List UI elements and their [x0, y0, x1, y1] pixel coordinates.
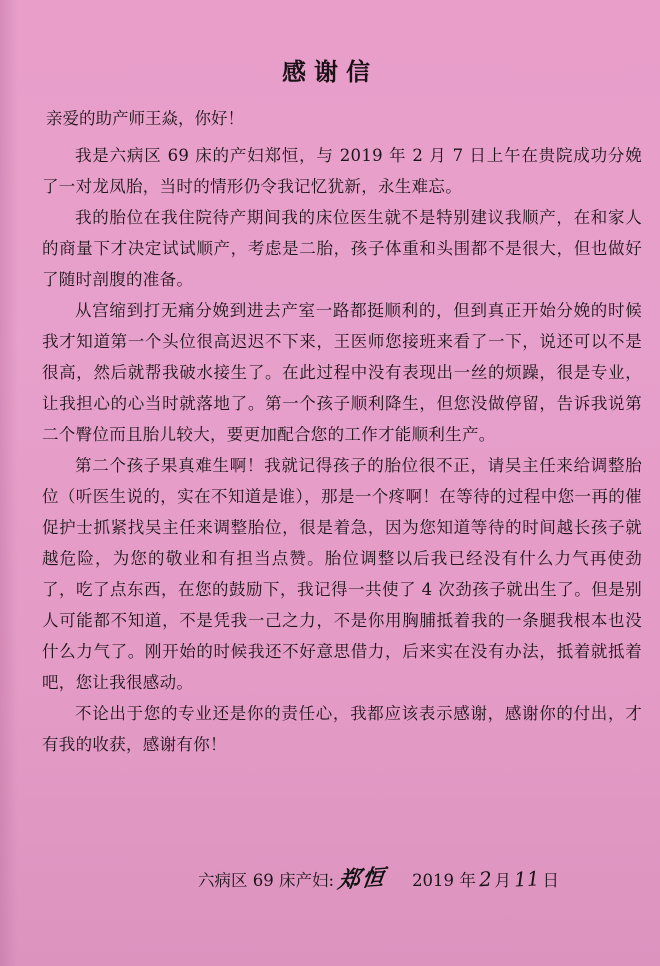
signature-label: 六病区 69 床产妇:: [198, 871, 335, 890]
date-day: 11: [513, 866, 541, 892]
handwritten-signature: 郑恒: [336, 864, 388, 894]
body-paragraph-5: 不论出于您的专业还是你的责任心，我都应该表示感谢，感谢你的付出，才有我的收获，感谢有你！: [42, 704, 642, 754]
letter-title: 感谢信: [282, 58, 378, 86]
date-month: 2: [478, 866, 493, 892]
paper-edge-shadow: [0, 0, 18, 966]
body-paragraph-1: 我是六病区 69 床的产妇郑恒，与 2019 年 2 月 7 日上午在贵院成功分娩了一对龙凤胎，当时的情形仍令我记忆犹新，永生难忘。: [42, 146, 642, 196]
signature-line: [198, 864, 559, 896]
body-paragraph-4: 第二个孩子果真难生啊！我就记得孩子的胎位很不正，请吴主任来给调整胎位（听医生说的，实在不知道是谁），那是一个疼啊！在等待的过程中您一再的催促护士抓紧找吴主任来调整胎位，很是着急，因为您知道等待的时间越长孩子就越危险，为您的敬业和有担当点赞。胎位调整以后我已经没有什么力气再使劲了，吃了点东西，在您的鼓励下，我记得一共使了 4 次劲孩子就出生了。但是别人可能都不知道，不是凭我一己之力，不是你用胸脯抵着我的一条腿我根本也没什么力气了。刚开始的时候我还不好意思借力，后来实在没有办法，抵着就抵着吧，您让我很感动。: [42, 456, 642, 692]
body-paragraph-2: 我的胎位在我住院待产期间我的床位医生就不是特别建议我顺产，在和家人的商量下才决定试试顺产，考虑是二胎，孩子体重和头围都不是很大，但也做好了随时剖腹的准备。: [42, 208, 642, 289]
date-day-unit: 日: [542, 871, 559, 890]
letter-body: [42, 140, 642, 760]
date-year-unit: 年: [459, 871, 476, 890]
date-month-unit: 月: [494, 871, 512, 890]
date-year: 2019: [412, 871, 455, 890]
body-paragraph-3: 从宫缩到打无痛分娩到进去产室一路都挺顺利的，但到真正开始分娩的时候我才知道第一个头位很高迟迟不下来，王医师您接班来看了一下，说还可以不是很高，然后就帮我破水接生了。在此过程中没有表现出一丝的烦躁，很是专业，让我担心的心当时就落地了。第一个孩子顺利降生，但您没做停留，告诉我说第二个臀位而且胎儿较大，要更加配合您的工作才能顺利生产。: [42, 301, 642, 444]
letter-greeting: 亲爱的助产师王焱，你好！: [46, 109, 244, 128]
